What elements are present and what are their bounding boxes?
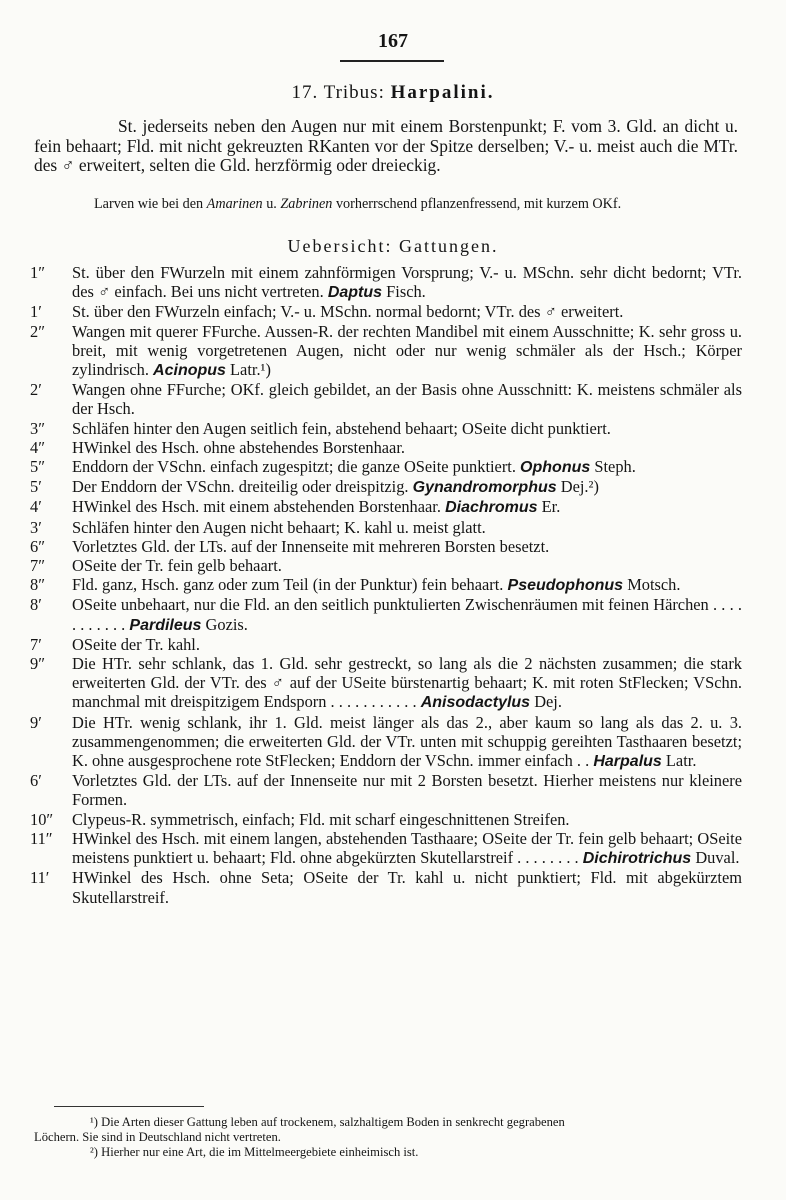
key-entry-text: HWinkel des Hsch. ohne Seta; OSeite der Tr. kahl u. nicht punktiert; Fld. mit abgekürztem Skutellarstreif. [72, 868, 742, 907]
key-entry-code: 3′ [30, 517, 42, 537]
tribe-title-name: Harpalini. [390, 82, 495, 103]
key-entry-text-block [72, 322, 742, 381]
key-entry-text: Wangen ohne FFurche; OKf. gleich gebildet, an der Basis ohne Ausschnitt: K. meistens schmäler als der Hsch. [72, 380, 742, 419]
key-entry [30, 868, 742, 906]
key-entry [30, 575, 742, 595]
key-entry-code: 7″ [30, 556, 46, 576]
key-entry-text-block [72, 713, 742, 772]
genus-author: Duval. [695, 848, 740, 868]
genus-author: Fisch. [386, 282, 426, 302]
key-entry [30, 518, 742, 537]
genus-author: Dej.²) [560, 477, 599, 497]
key-entry-code: 9″ [30, 654, 46, 674]
genus-name: Ophonus [520, 459, 591, 477]
key-entry-text-block [72, 380, 742, 418]
key-entry-code: 5″ [30, 457, 46, 477]
footnote-rule [54, 1106, 204, 1107]
key-entry-text: Fld. ganz, Hsch. ganz oder zum Teil (in der Punktur) fein behaart. [72, 575, 504, 595]
key-entry-text: Vorletztes Gld. der LTs. auf der Innenseite mit mehreren Borsten besetzt. [72, 536, 550, 556]
key-entry-text-block [72, 654, 742, 713]
key-entry [30, 713, 742, 772]
key-entry [30, 537, 742, 556]
genus-name: Gynandromorphus [412, 479, 557, 497]
key-entry-text: Schläfen hinter den Augen nicht behaart; K. kahl u. meist glatt. [72, 517, 486, 537]
larvae-text-pre: Larven wie bei den [94, 196, 207, 212]
genus-name: Dichirotrichus [582, 850, 692, 868]
key-entry [30, 829, 742, 868]
key-entry-text-block [72, 556, 742, 575]
key-entry-text: Wangen mit querer FFurche. Aussen-R. der rechten Mandibel mit einem Ausschnitte; K. sehr gross u. breit, mit wenig vorgetretenen Augen, nicht oder nur wenig schmäler als der Hsch.; Körper zylindrisch. [72, 321, 742, 380]
key-entry-code: 11′ [30, 868, 50, 888]
key-entry-text-block [72, 419, 742, 438]
key-entry-text-block [72, 518, 742, 537]
larvae-genus-amarinen: Amarinen [206, 196, 263, 212]
key-entry-text: OSeite der Tr. kahl. [72, 634, 200, 654]
key-entry-code: 3″ [30, 418, 46, 438]
key-entry-text-block [72, 537, 742, 556]
key-entry [30, 419, 742, 438]
key-entry-code: 4″ [30, 437, 46, 457]
key-entry [30, 322, 742, 381]
key-entry [30, 654, 742, 713]
key-entry-code: 7′ [30, 634, 42, 654]
key-entry-text: Enddorn der VSchn. einfach zugespitzt; die ganze OSeite punktiert. [72, 457, 516, 477]
genus-name: Acinopus [153, 362, 226, 380]
key-entry [30, 810, 742, 829]
key-entry-text: Der Enddorn der VSchn. dreiteilig oder dreispitzig. [72, 477, 409, 497]
footnote-1: ¹) Die Arten dieser Gattung leben auf trockenem, salzhaltigem Boden in senkrecht gegrabenen [90, 1115, 565, 1129]
key-entry-code: 9′ [30, 712, 42, 732]
genus-author: Steph. [594, 457, 636, 477]
key-entry [30, 380, 742, 418]
key-entry [30, 263, 742, 302]
genus-author: Gozis. [205, 614, 248, 634]
key-entry-code: 6′ [30, 771, 42, 791]
key-entry [30, 556, 742, 575]
key-entry-code: 4′ [30, 497, 42, 517]
genus-key [30, 263, 742, 907]
tribe-title-prefix: 17. Tribus: [291, 82, 385, 103]
key-entry-text: HWinkel des Hsch. mit einem abstehenden Borstenhaar. [72, 497, 441, 517]
key-entry-code: 6″ [30, 536, 46, 556]
key-entry [30, 595, 742, 634]
key-entry-code: 10″ [30, 809, 54, 829]
key-entry-text-block [72, 438, 742, 457]
key-entry-text: St. über den FWurzeln einfach; V.- u. MSchn. normal bedornt; VTr. des ♂ erweitert. [72, 302, 624, 322]
larvae-note [34, 196, 738, 214]
key-entry [30, 438, 742, 457]
key-entry-text: HWinkel des Hsch. mit einem langen, abstehenden Tasthaare; OSeite der Tr. fein gelb behaart; OSeite meistens punktiert u. behaart; Fld. ohne abgekürzten Skutellarstreif . . . . . . . . [72, 828, 742, 868]
key-entry [30, 457, 742, 477]
key-entry-text-block [72, 497, 742, 517]
genus-name: Pseudophonus [507, 577, 624, 595]
genus-name: Daptus [327, 284, 383, 302]
key-entry-code: 11″ [30, 828, 53, 848]
page-number-rule [340, 60, 444, 62]
key-entry-text: OSeite der Tr. fein gelb behaart. [72, 556, 282, 576]
genus-name: Harpalus [593, 753, 662, 771]
genus-author: Er. [541, 497, 561, 517]
key-entry-text: St. über den FWurzeln mit einem zahnförmigen Vorsprung; V.- u. MSchn. sehr dicht bedornt; VTr. des ♂ einfach. Bei uns nicht vertreten. [72, 263, 742, 302]
key-entry-text-block [72, 575, 742, 595]
key-entry-text-block [72, 868, 742, 906]
key-entry-code: 2″ [30, 321, 46, 341]
genus-author: Dej. [534, 692, 562, 712]
key-entry-text: HWinkel des Hsch. ohne abstehendes Borstenhaar. [72, 437, 405, 457]
key-entry [30, 302, 742, 321]
key-entry-text-block [72, 263, 742, 302]
genus-name: Pardileus [129, 616, 202, 634]
key-entry [30, 477, 742, 497]
key-entry-text-block [72, 457, 742, 477]
key-entry-text: Die HTr. sehr schlank, das 1. Gld. sehr gestreckt, so lang als die 2 nächsten zusammen; die stark erweiterten Gld. der VTr. des ♂ auf der USeite bürstenartig behaart; K. mit roten StFlecken; VSchn. manchmal mit dreispitzigem Endsporn . . . . . . . . . . . [72, 654, 742, 712]
key-entry-text-block [72, 302, 742, 321]
key-entry [30, 771, 742, 809]
tribe-description: St. jederseits neben den Augen nur mit einem Borstenpunkt; F. vom 3. Gld. an dicht u. fein behaart; Fld. mit nicht gekreuzten RKanten vor der Spitze derselben; V.- u. meist auch die MTr. des ♂ erweitert, selten die Gld. herzförmig oder dreieckig. [34, 116, 738, 175]
key-entry-text: Die HTr. wenig schlank, ihr 1. Gld. meist länger als das 2., aber kaum so lang als das 2. u. 3. zusammengenommen; die erweiterten Gld. der VTr. unten mit schuppig gereihten Tasthaaren besetzt; K. ohne ausgesprochene rote StFlecken; Enddorn der VSchn. immer einfach . . [72, 712, 742, 771]
key-entry-code: 8″ [30, 575, 46, 595]
key-entry-code: 1″ [30, 263, 46, 282]
key-entry-text-block [72, 635, 742, 654]
larvae-text-mid: u. [262, 196, 281, 212]
genus-name: Diachromus [445, 499, 538, 517]
key-entry-code: 5′ [30, 477, 42, 497]
genus-author: Latr.¹) [230, 360, 271, 380]
key-entry [30, 497, 742, 517]
footnote-2: ²) Hierher nur eine Art, die im Mittelmeergebiete einheimisch ist. [90, 1145, 419, 1159]
genus-name: Anisodactylus [420, 694, 531, 712]
key-entry-text: Clypeus-R. symmetrisch, einfach; Fld. mit scharf eingeschnittenen Streifen. [72, 809, 570, 829]
key-entry-text-block [72, 477, 742, 497]
key-entry-text: Vorletztes Gld. der LTs. auf der Innenseite nur mit 2 Borsten besetzt. Hierher meistens nur kleinere Formen. [72, 771, 742, 810]
key-entry-text-block [72, 829, 742, 868]
key-entry-code: 8′ [30, 595, 42, 615]
key-heading: Uebersicht: Gattungen. [287, 236, 499, 256]
footnotes [34, 1115, 754, 1160]
larvae-genus-zabrinen: Zabrinen [280, 196, 333, 212]
footnote-1-continued: Löchern. Sie sind in Deutschland nicht vertreten. [34, 1130, 281, 1144]
genus-author: Latr. [665, 751, 697, 771]
larvae-text-post: vorherrschend pflanzenfressend, mit kurzem OKf. [332, 196, 622, 212]
key-entry-text-block [72, 771, 742, 809]
genus-author: Motsch. [627, 575, 681, 595]
key-entry-code: 2′ [30, 380, 42, 400]
key-entry-text: OSeite unbehaart, nur die Fld. an den seitlich punktulierten Zwischenräumen mit feinen Härchen . . . . . . . . . . . [72, 595, 742, 634]
key-entry [30, 635, 742, 654]
key-entry-text: Schläfen hinter den Augen seitlich fein, abstehend behaart; OSeite dicht punktiert. [72, 418, 611, 438]
key-entry-code: 1′ [30, 302, 42, 322]
key-entry-text-block [72, 810, 742, 829]
key-entry-text-block [72, 595, 742, 634]
tribe-title [0, 82, 786, 104]
page-number: 167 [378, 30, 408, 52]
